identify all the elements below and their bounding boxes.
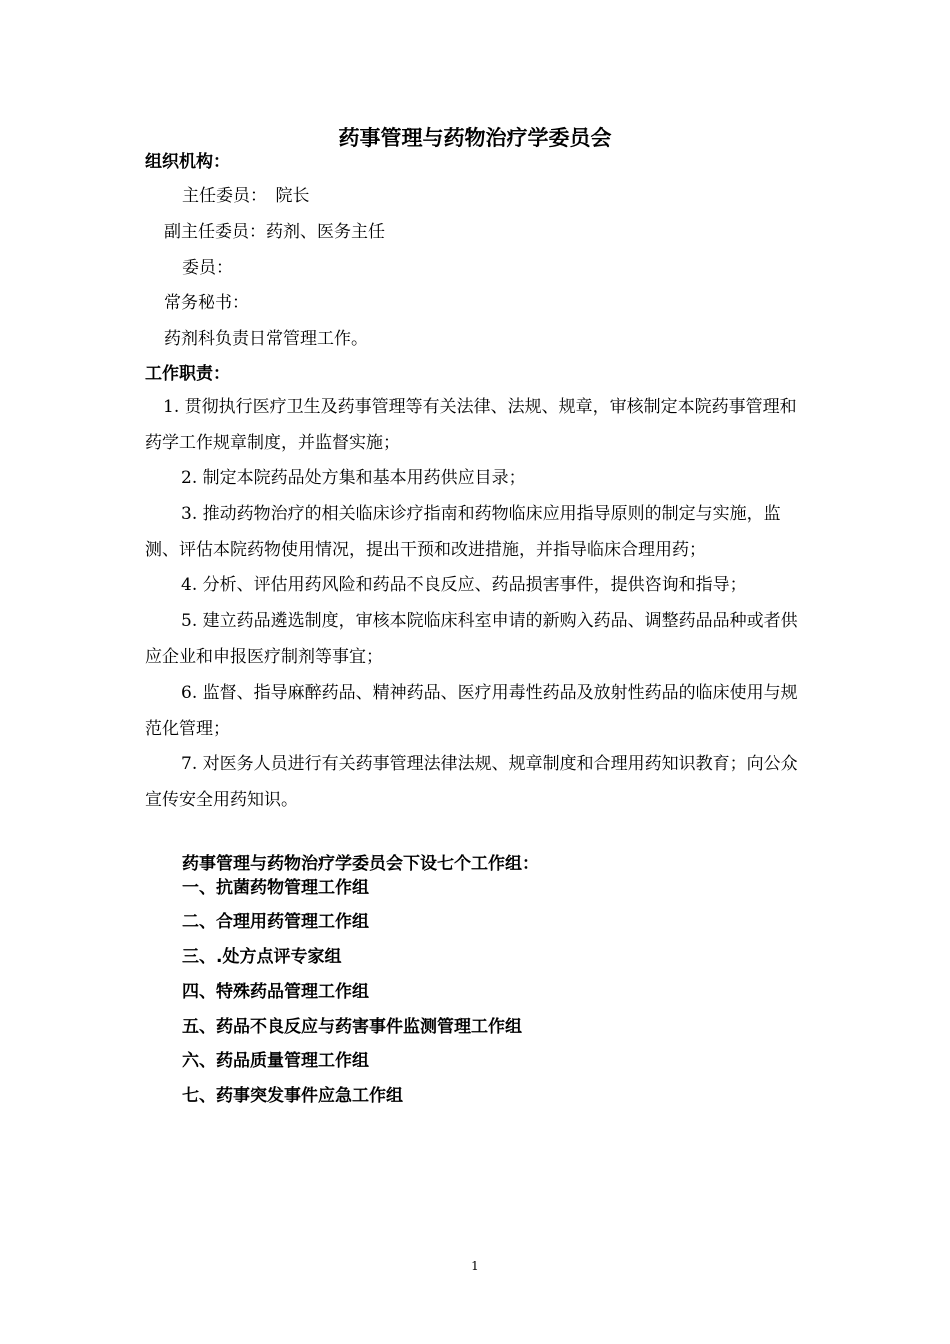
group-item-1: 一、抗菌药物管理工作组 (182, 878, 369, 898)
duty-item-3: 3. 推动药物治疗的相关临床诊疗指南和药物临床应用指导原则的制定与实施，监测、评估本院药物使用情况，提出干预和改进措施，并指导临床合理用药； (145, 504, 781, 560)
org-director: 主任委员： 院长 (182, 186, 310, 206)
group-item-3: 三、.处方点评专家组 (182, 947, 342, 967)
groups-heading: 药事管理与药物治疗学委员会下设七个工作组： (182, 854, 539, 874)
org-heading: 组织机构： (145, 152, 230, 172)
page-number: 1 (471, 1259, 479, 1273)
org-secretary: 常务秘书： (164, 293, 249, 313)
org-vice-director: 副主任委员：药剂、医务主任 (164, 222, 385, 242)
duty-item-4: 4. 分析、评估用药风险和药品不良反应、药品损害事件，提供咨询和指导； (181, 575, 747, 595)
group-item-5: 五、药品不良反应与药害事件监测管理工作组 (182, 1017, 522, 1037)
group-item-2: 二、合理用药管理工作组 (182, 912, 369, 932)
document-title: 药事管理与药物治疗学委员会 (338, 126, 612, 150)
group-item-4: 四、特殊药品管理工作组 (182, 982, 369, 1002)
duty-item-5: 5. 建立药品遴选制度，审核本院临床科室申请的新购入药品、调整药品品种或者供应企业和申报医疗制剂等事宜； (145, 611, 798, 667)
org-members: 委员： (182, 258, 233, 278)
duty-item-1: 1. 贯彻执行医疗卫生及药事管理等有关法律、法规、规章，审核制定本院药事管理和药学工作规章制度，并监督实施； (145, 397, 797, 453)
duties-heading: 工作职责： (145, 364, 230, 384)
duty-item-7: 7. 对医务人员进行有关药事管理法律法规、规章制度和合理用药知识教育；向公众宣传安全用药知识。 (145, 754, 798, 810)
org-daily-management: 药剂科负责日常管理工作。 (164, 329, 368, 349)
duty-item-6: 6. 监督、指导麻醉药品、精神药品、医疗用毒性药品及放射性药品的临床使用与规范化管理； (145, 683, 798, 739)
group-item-7: 七、药事突发事件应急工作组 (182, 1086, 403, 1106)
duty-item-2: 2. 制定本院药品处方集和基本用药供应目录； (181, 468, 526, 488)
group-item-6: 六、药品质量管理工作组 (182, 1051, 369, 1071)
